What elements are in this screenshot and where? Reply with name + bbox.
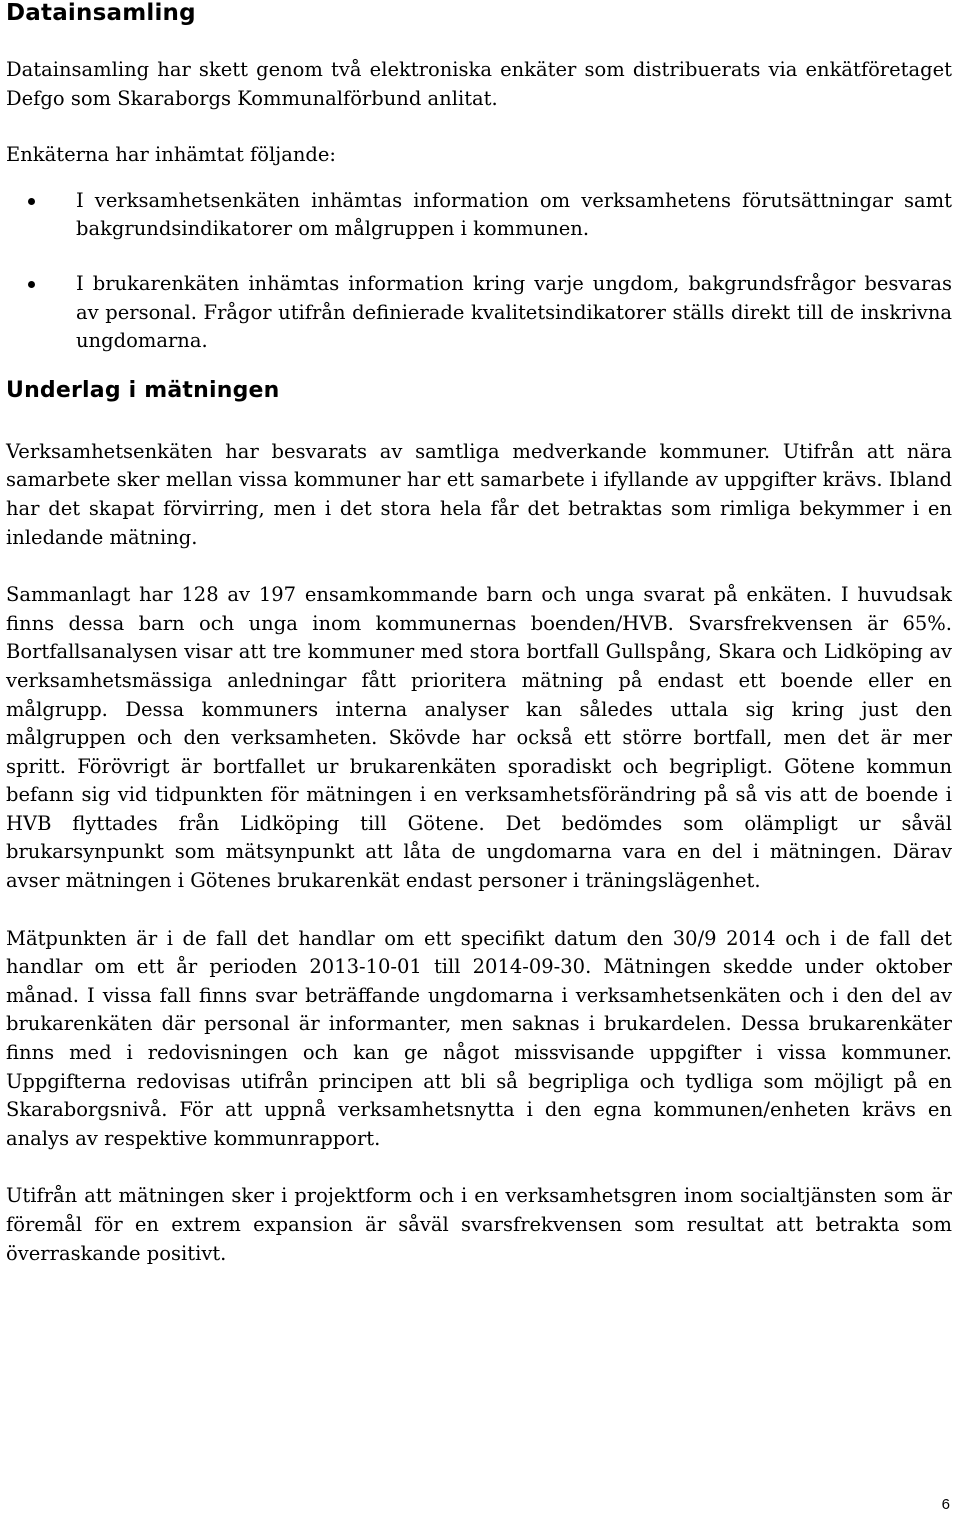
body-paragraph: Mätpunkten är i de fall det handlar om ett specifikt datum den 30/9 2014 och i de fall det handlar om ett år perioden 2013-10-01 till 2014-09-30. Mätningen skedde under oktober månad. I vissa fall finns svar beträffande ungdomarna i verksamhetsenkäten och i den del av brukarenkäten där personal är informanter, men saknas i brukardelen. Dessa brukarenkäter finns med i redovisningen och kan ge något missvisande uppgifter i vissa kommuner. Uppgifterna redovisas utifrån principen att bli så begripliga och tydliga som möjligt på en Skaraborgsnivå. För att uppnå verksamhetsnytta i den egna kommunen/enheten krävs en analys av respektive kommunrapport.: [6, 926, 952, 1150]
collected-info-list: [6, 187, 952, 356]
body-paragraph: Utifrån att mätningen sker i projektform och i en verksamhetsgren inom socialtjänsten som är föremål för en extrem expansion är såväl svarsfrekvensen som resultat att betrakta som överraskande positivt.: [6, 1184, 952, 1265]
list-lead-paragraph: Enkäterna har inhämtat följande:: [6, 143, 337, 167]
list-item: [6, 270, 952, 356]
bullet-icon: [28, 198, 35, 205]
bullet-icon: [28, 281, 35, 288]
section-heading-datainsamling: Datainsamling: [6, 0, 196, 26]
body-paragraph: Sammanlagt har 128 av 197 ensamkommande barn och unga svarat på enkäten. I huvudsak finns dessa barn och unga inom kommunernas boenden/HVB. Svarsfrekvensen är 65%. Bortfallsanalysen visar att tre kommuner med stora bortfall Gullspång, Skara och Lidköping av verksamhetsmässiga anledningar fått prioritera mätning på endast ett boende eller en målgrupp. Dessa kommuners interna analyser kan således uttala sig kring just den målgruppen och den verksamheten. Skövde har också ett större bortfall, men det är mer spritt. Förövrigt är bortfallet ur brukarenkäten sporadiskt och begripligt. Götene kommun befann sig vid tidpunkten för mätningen i en verksamhetsförändring på så vis att de boende i HVB flyttades från Lidköping till Götene. Det bedömdes som olämpligt ur såväl brukarsynpunkt som mätsynpunkt att låta de ungdomarna vara en del i mätningen. Därav avser mätningen i Götenes brukarenkät endast personer i träningslägenhet.: [6, 583, 952, 893]
page-number: 6: [941, 1496, 950, 1513]
list-item-text: I brukarenkäten inhämtas information kring varje ungdom, bakgrundsfrågor besvaras av personal. Frågor utifrån definierade kvalitetsindikatorer ställs direkt till de inskrivna ungdomarna.: [76, 271, 952, 353]
list-item-text: I verksamhetsenkäten inhämtas information om verksamhetens förutsättningar samt bakgrundsindikatorer om målgruppen i kommunen.: [76, 188, 952, 241]
intro-paragraph: Datainsamling har skett genom två elektroniska enkäter som distribuerats via enkätföretaget Defgo som Skaraborgs Kommunalförbund anlitat.: [6, 58, 952, 110]
section-heading-underlag: Underlag i mätningen: [6, 377, 280, 403]
document-page: [6, 0, 952, 1268]
list-item: [6, 187, 952, 244]
body-paragraph: Verksamhetsenkäten har besvarats av samtliga medverkande kommuner. Utifrån att nära samarbete sker mellan vissa kommuner har ett samarbete i ifyllande av uppgifter krävs. Ibland har det skapat förvirring, men i det stora hela får det betraktas som rimliga bekymmer i en inledande mätning.: [6, 439, 952, 549]
